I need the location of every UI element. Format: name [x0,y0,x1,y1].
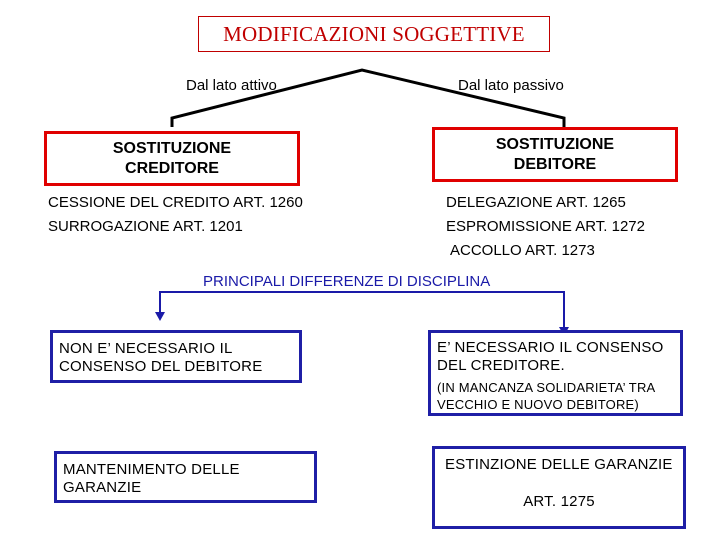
left-arrowhead [155,312,165,321]
no-debtor-consent-box [50,330,302,383]
list-item-espromissione [446,216,645,238]
debtor-box-line2: DEBITORE [513,155,597,173]
list-item-delegazione [446,192,626,214]
item-name: CESSIONE DEL CREDITO [48,194,230,211]
box-article: ART. 1275 [523,493,595,510]
item-article: ART. 1273 [525,242,595,259]
creditor-box-line2: CREDITORE [125,159,219,177]
differences-title: PRINCIPALI DIFFERENZE DI DISCIPLINA [203,273,491,290]
creditor-box-line1: SOSTITUZIONE [112,139,232,157]
debtor-box-line1: SOSTITUZIONE [495,135,615,153]
box-line2: DEL CREDITORE. [437,357,565,374]
item-name: DELEGAZIONE [446,194,553,211]
list-item-surrogazione [48,216,243,238]
debtor-substitution-box [432,127,678,182]
item-article: ART. 1272 [575,218,645,235]
item-name: SURROGAZIONE [48,218,174,235]
list-item-accollo [450,240,595,262]
box-note-line2: VECCHIO E NUOVO DEBITORE) [437,397,639,412]
box-note-line1: (IN MANCANZA SOLIDARIETA’ TRA [437,380,656,395]
box-line2: CONSENSO DEL DEBITORE [59,358,263,375]
active-side-label: Dal lato attivo [186,77,277,94]
creditor-substitution-box [44,131,300,186]
item-article: ART. 1260 [233,194,303,211]
differences-bracket-line [160,292,564,327]
creditor-consent-box [428,330,683,416]
item-article: ART. 1265 [556,194,626,211]
box-line1: MANTENIMENTO DELLE [63,461,240,478]
main-title: MODIFICAZIONI SOGGETTIVE [198,16,550,52]
guarantees-extinguished-box [432,446,686,529]
box-line1: E’ NECESSARIO IL CONSENSO [437,339,664,356]
box-line1: ESTINZIONE DELLE GARANZIE [445,456,673,473]
box-line2: GARANZIE [63,479,142,496]
box-line1: NON E’ NECESSARIO IL [59,340,233,357]
passive-side-label: Dal lato passivo [458,77,564,94]
item-name: ACCOLLO [450,242,522,259]
list-item-cessione [48,192,303,214]
guarantees-maintained-box [54,451,317,503]
item-name: ESPROMISSIONE [446,218,572,235]
item-article: ART. 1201 [173,218,243,235]
